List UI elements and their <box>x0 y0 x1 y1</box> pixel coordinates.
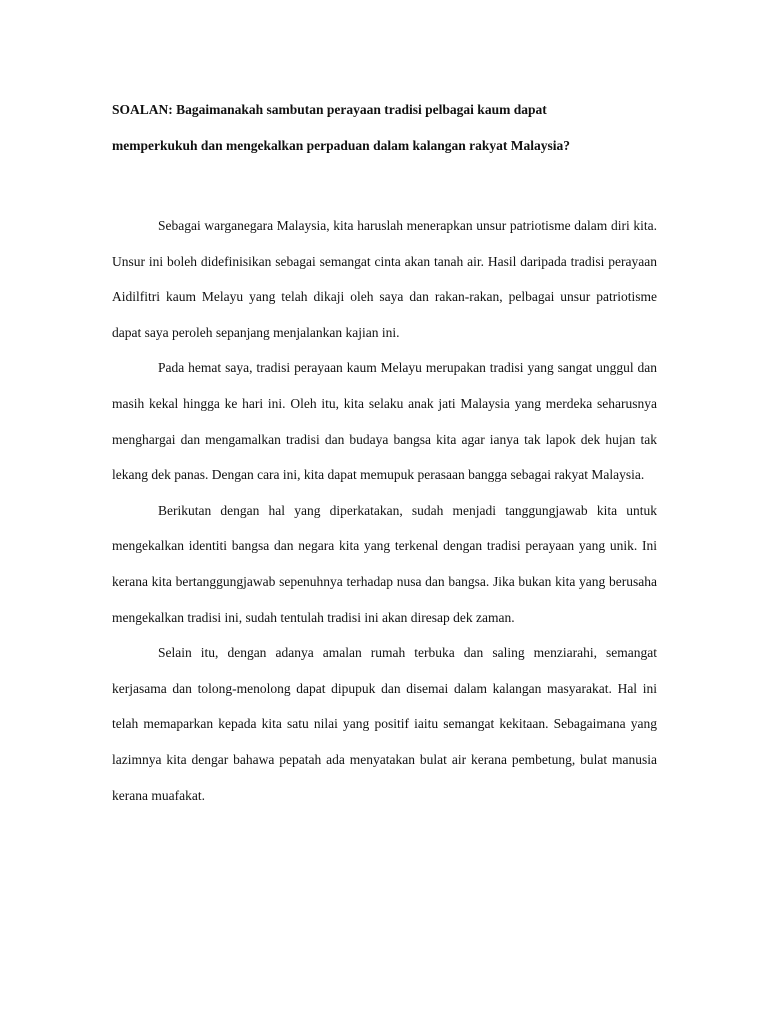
essay-body <box>112 208 657 813</box>
paragraph-4: Selain itu, dengan adanya amalan rumah terbuka dan saling menziarahi, semangat kerjasama dan tolong-menolong dapat dipupuk dan disemai dalam kalangan masyarakat. Hal ini telah memaparkan kepada kita satu nilai yang positif iaitu semangat kekitaan. Sebagaimana yang lazimnya kita dengar bahawa pepatah ada menyatakan bulat air kerana pembetung, bulat manusia kerana muafakat. <box>112 645 657 803</box>
document-page <box>112 92 657 813</box>
question-line-1: SOALAN: Bagaimanakah sambutan perayaan tradisi pelbagai kaum dapat <box>112 102 547 117</box>
paragraph-3: Berikutan dengan hal yang diperkatakan, sudah menjadi tanggungjawab kita untuk mengekalkan identiti bangsa dan negara kita yang terkenal dengan tradisi perayaan yang unik. Ini kerana kita bertanggungjawab sepenuhnya terhadap nusa dan bangsa. Jika bukan kita yang berusaha mengekalkan tradisi ini, sudah tentulah tradisi ini akan diresap dek zaman. <box>112 502 657 625</box>
question-heading <box>112 92 657 164</box>
paragraph-2: Pada hemat saya, tradisi perayaan kaum Melayu merupakan tradisi yang sangat unggul dan masih kekal hingga ke hari ini. Oleh itu, kita selaku anak jati Malaysia yang merdeka seharusnya menghargai dan mengamalkan tradisi dan budaya bangsa kita agar ianya tak lapok dek hujan tak lekang dek panas. Dengan cara ini, kita dapat memupuk perasaan bangga sebagai rakyat Malaysia. <box>112 360 657 483</box>
question-line-2: memperkukuh dan mengekalkan perpaduan dalam kalangan rakyat Malaysia? <box>112 138 570 153</box>
paragraph-1: Sebagai warganegara Malaysia, kita haruslah menerapkan unsur patriotisme dalam diri kita. Unsur ini boleh didefinisikan sebagai semangat cinta akan tanah air. Hasil daripada tradisi perayaan Aidilfitri kaum Melayu yang telah dikaji oleh saya dan rakan-rakan, pelbagai unsur patriotisme dapat saya peroleh sepanjang menjalankan kajian ini. <box>112 218 657 340</box>
